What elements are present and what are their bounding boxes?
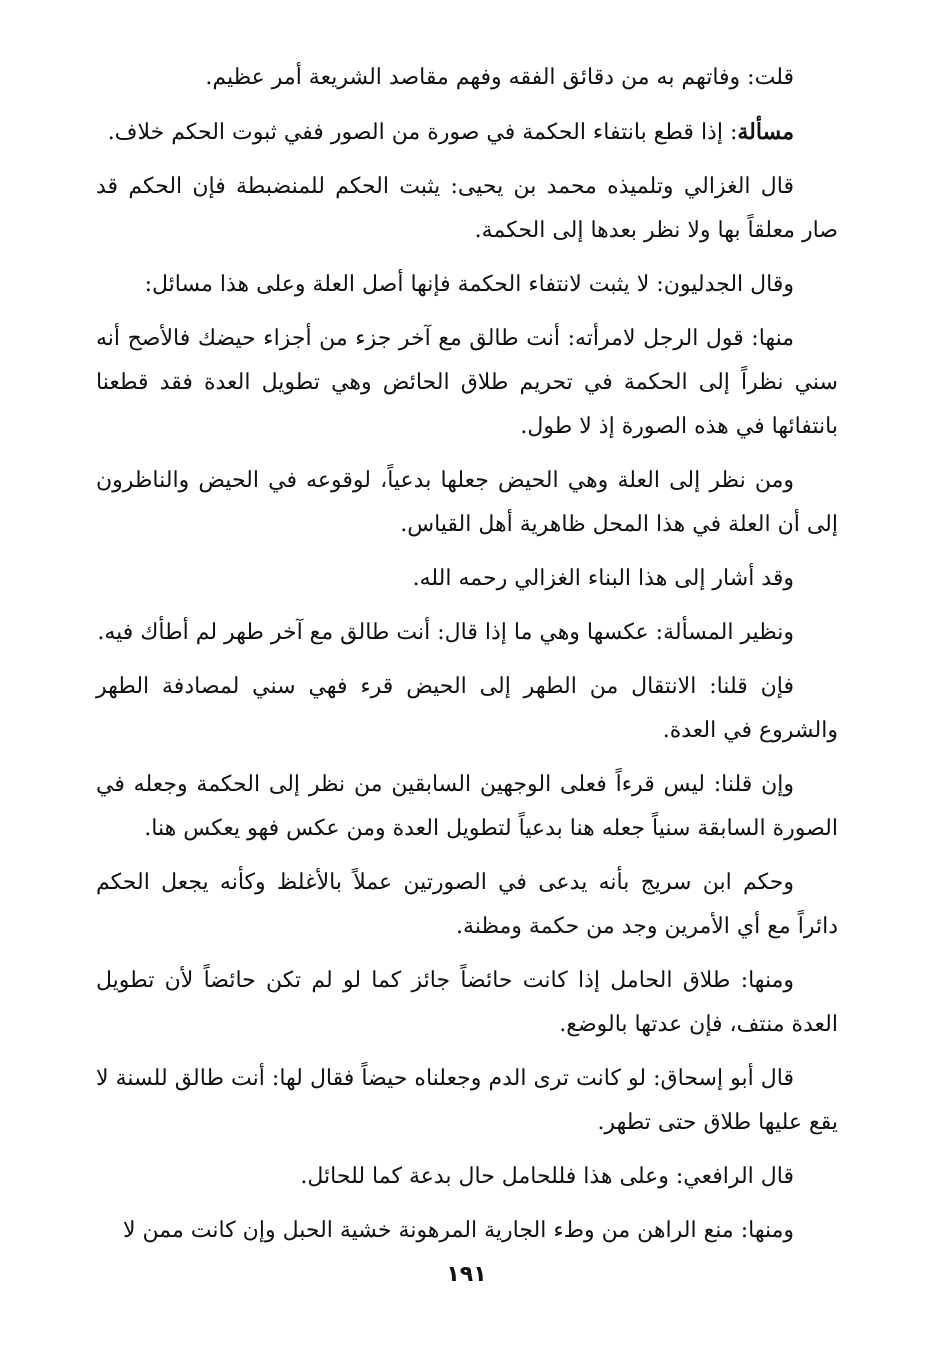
paragraph-text: قال الغزالي وتلميذه محمد بن يحيى: يثبت الحكم للمنضبطة فإن الحكم قد صار معلقاً بها ولا نظر بعدها إلى الحكمة. bbox=[96, 174, 838, 243]
paragraph bbox=[96, 861, 838, 949]
paragraph-text: وحكم ابن سريج بأنه يدعى في الصورتين عملاً بالأغلظ وكأنه يجعل الحكم دائراً مع أي الأمرين وجد من حكمة ومظنة. bbox=[96, 870, 838, 939]
body-text bbox=[96, 56, 838, 1263]
paragraph bbox=[96, 165, 838, 253]
paragraph-text: قال الرافعي: وعلى هذا فللحامل حال بدعة كما للحائل. bbox=[300, 1164, 794, 1189]
paragraph bbox=[96, 1057, 838, 1145]
paragraph bbox=[96, 611, 838, 655]
paragraph-text: ومنها: منع الراهن من وطء الجارية المرهونة خشية الحبل وإن كانت ممن لا bbox=[123, 1218, 794, 1243]
paragraph-text: ونظير المسألة: عكسها وهي ما إذا قال: أنت طالق مع آخر طهر لم أطأك فيه. bbox=[97, 620, 794, 645]
paragraph bbox=[96, 263, 838, 307]
paragraph bbox=[96, 665, 838, 753]
paragraph-text: : إذا قطع بانتفاء الحكمة في صورة من الصور ففي ثبوت الحكم خلاف. bbox=[107, 120, 738, 145]
paragraph bbox=[96, 1209, 838, 1253]
paragraph-text: منها: قول الرجل لامرأته: أنت طالق مع آخر جزء من أجزاء حيضك فالأصح أنه سني نظراً إلى الحكمة في تحريم طلاق الحائض وهي تطويل العدة فقد قطعنا بانتفائها في هذه الصورة إذ لا طول. bbox=[96, 326, 838, 439]
paragraph bbox=[96, 557, 838, 601]
paragraph-text: وقال الجدليون: لا يثبت لانتفاء الحكمة فإنها أصل العلة وعلى هذا مسائل: bbox=[144, 272, 794, 297]
paragraph bbox=[96, 959, 838, 1047]
paragraph-text: ومن نظر إلى العلة وهي الحيض جعلها بدعياً، لوقوعه في الحيض والناظرون إلى أن العلة في هذا المحل ظاهرية أهل القياس. bbox=[96, 468, 838, 537]
paragraph bbox=[96, 459, 838, 547]
paragraph bbox=[96, 1155, 838, 1199]
page-number: ١٩١ bbox=[446, 1262, 487, 1287]
paragraph bbox=[96, 317, 838, 449]
paragraph-text: فإن قلنا: الانتقال من الطهر إلى الحيض قرء فهي سني لمصادفة الطهر والشروع في العدة. bbox=[96, 674, 838, 743]
paragraph-text: وقد أشار إلى هذا البناء الغزالي رحمه الله. bbox=[412, 566, 794, 591]
paragraph-text: ومنها: طلاق الحامل إذا كانت حائضاً جائز كما لو لم تكن حائضاً لأن تطويل العدة منتف، فإن عدتها بالوضع. bbox=[96, 968, 838, 1037]
paragraph-lead: مسألة bbox=[737, 119, 794, 145]
paragraph-text: قال أبو إسحاق: لو كانت ترى الدم وجعلناه حيضاً فقال لها: أنت طالق للسنة لا يقع عليها طلاق حتى تطهر. bbox=[96, 1066, 838, 1135]
paragraph bbox=[96, 110, 838, 155]
paragraph bbox=[96, 56, 838, 100]
paragraph bbox=[96, 763, 838, 851]
paragraph-text: قلت: وفاتهم به من دقائق الفقه وفهم مقاصد الشريعة أمر عظيم. bbox=[205, 65, 794, 90]
paragraph-text: وإن قلنا: ليس قرءاً فعلى الوجهين السابقين من نظر إلى الحكمة وجعله في الصورة السابقة سنياً جعله هنا بدعياً لتطويل العدة ومن عكس فهو يعكس هنا. bbox=[96, 772, 838, 841]
